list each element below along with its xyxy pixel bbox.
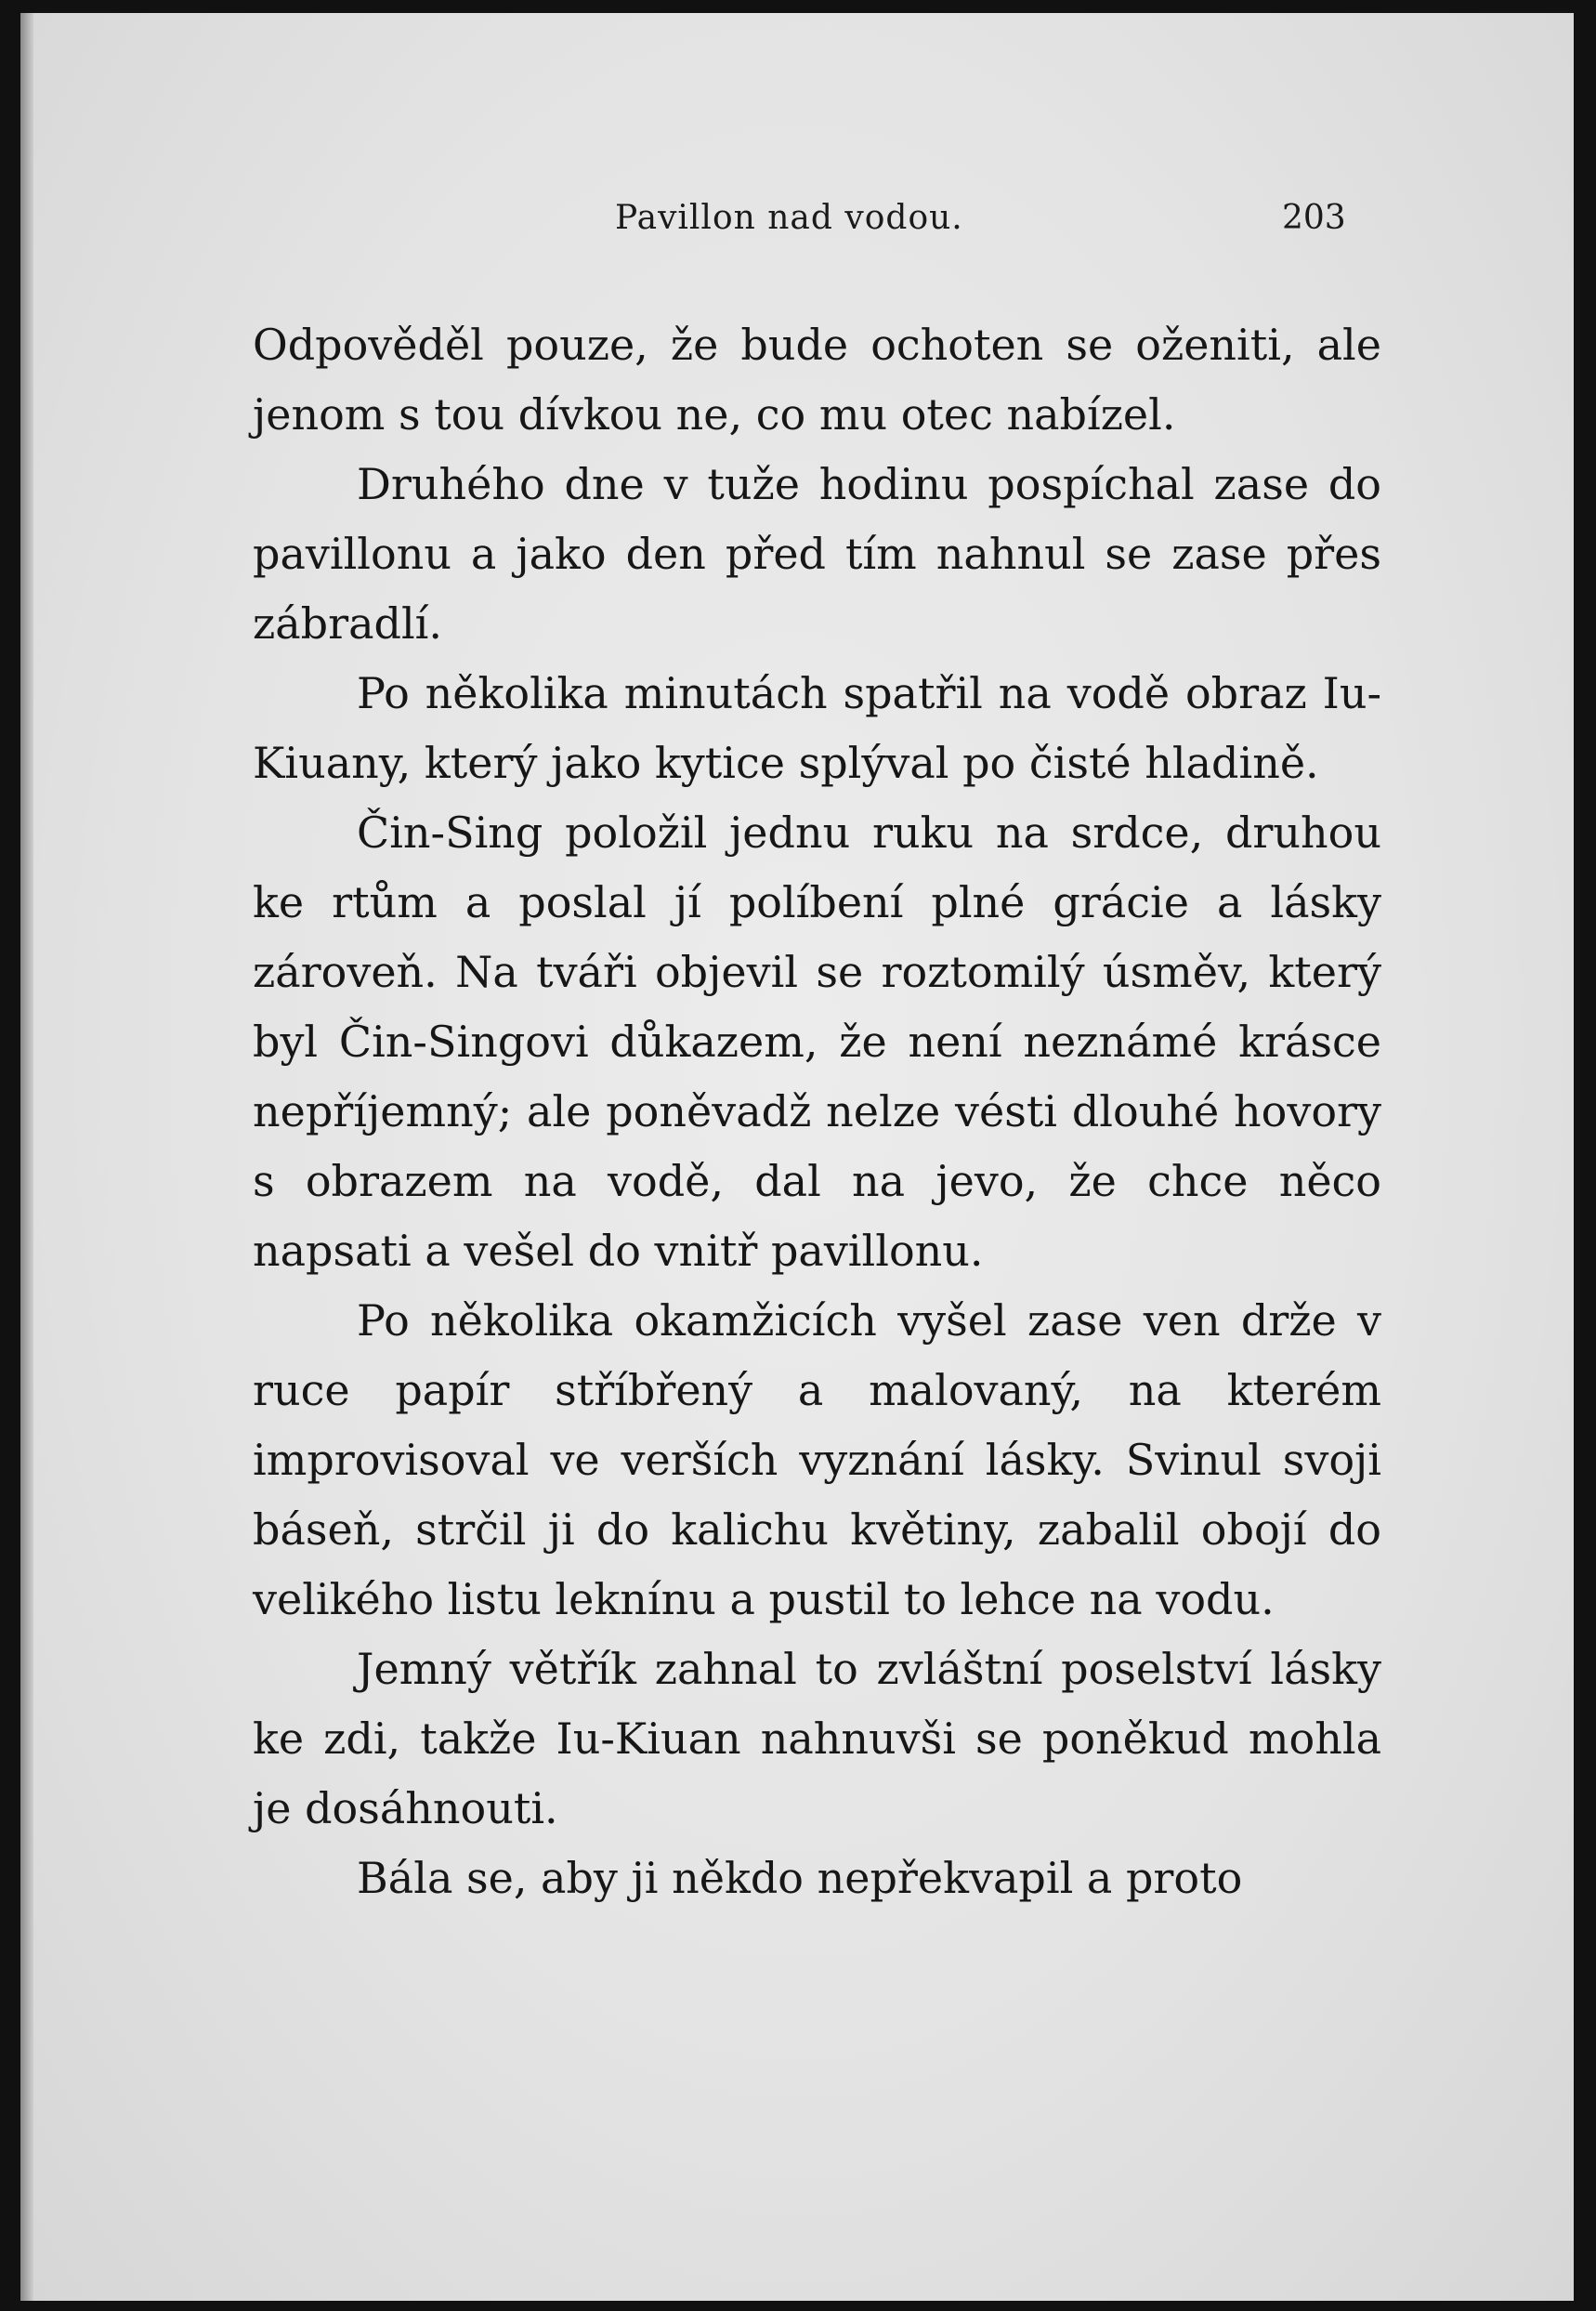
- paragraph: Po několika okamžicích vyšel zase ven drže v ruce papír stříbřený a malovaný, na kterém improvisoval ve verších vyznání lásky. Svinul svoji báseň, strčil ji do kalichu květiny, zabalil obojí do velikého listu leknínu a pustil to lehce na vodu.: [253, 1295, 1381, 1624]
- page-number: 203: [1282, 199, 1346, 237]
- paragraph: Čin-Sing položil jednu ruku na srdce, druhou ke rtům a poslal jí políbení plné grácie a lásky zároveň. Na tváři objevil se roztomilý úsměv, který byl Čin-Singovi důkazem, že není neznámé krásce nepříjemný; ale poněvadž nelze vésti dlouhé hovory s obrazem na vodě, dal na jevo, že chce něco napsati a vešel do vnitř pavillonu.: [253, 808, 1381, 1276]
- paragraph: Bála se, aby ji někdo nepřekvapil a proto: [357, 1853, 1243, 1903]
- paragraph: Odpověděl pouze, že bude ochoten se oženiti, ale jenom s tou dívkou ne, co mu otec nabízel.: [253, 320, 1381, 440]
- paragraph: Jemný větřík zahnal to zvláštní poselství lásky ke zdi, takže Iu-Kiuan nahnuvši se poněkud mohla je dosáhnouti.: [253, 1644, 1381, 1833]
- paragraph: Druhého dne v tuže hodinu pospíchal zase do pavillonu a jako den před tím nahnul se zase přes zábradlí.: [253, 459, 1381, 649]
- page-spine-edge: [20, 13, 33, 2301]
- body-text: [253, 310, 1381, 1913]
- running-title: Pavillon nad vodou.: [615, 199, 963, 237]
- book-page: [20, 13, 1574, 2301]
- page-header: [20, 199, 1574, 255]
- paragraph: Po několika minutách spatřil na vodě obraz Iu-Kiuany, který jako kytice splýval po čisté hladině.: [253, 668, 1381, 788]
